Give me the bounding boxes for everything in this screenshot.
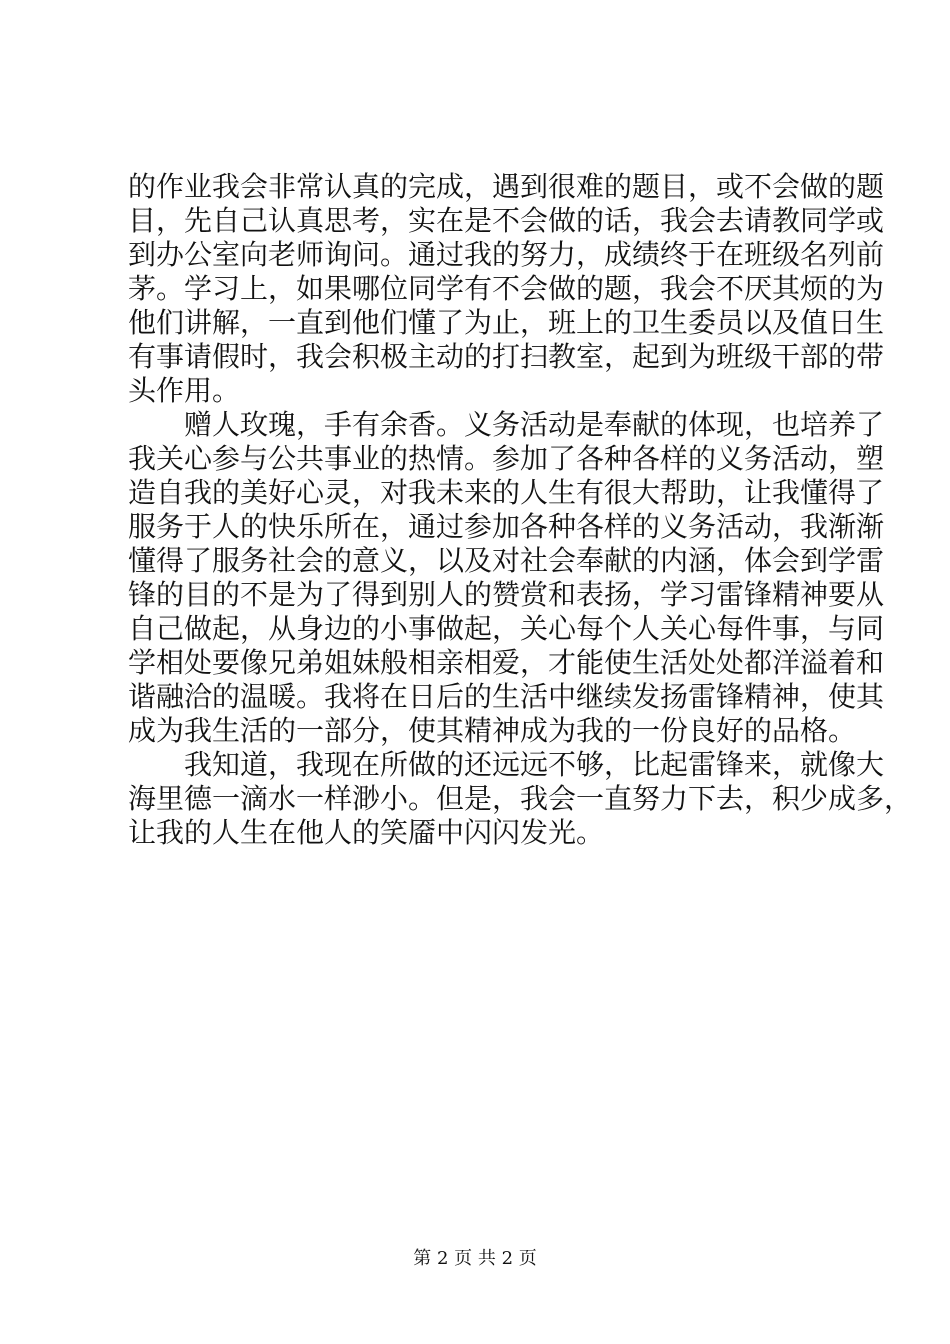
- text-line: 茅。学习上，如果哪位同学有不会做的题，我会不厌其烦的为: [128, 272, 885, 305]
- text-line: 造自我的美好心灵，对我未来的人生有很大帮助，让我懂得了: [128, 476, 885, 509]
- text-line: 头作用。: [128, 374, 241, 407]
- text-line: 我知道，我现在所做的还远远不够，比起雷锋来，就像大: [184, 748, 885, 781]
- text-line: 学相处要像兄弟姐妹般相亲相爱，才能使生活处处都洋溢着和: [128, 646, 885, 679]
- document-body: [128, 170, 913, 850]
- paragraph-2: [128, 408, 885, 748]
- text-line: 他们讲解，一直到他们懂了为止，班上的卫生委员以及值日生: [128, 306, 885, 339]
- page-number-footer: 第 2 页 共 2 页: [413, 1248, 537, 1269]
- text-line: 海里德一滴水一样渺小。但是，我会一直努力下去，积少成多，: [128, 782, 913, 815]
- text-line: 目，先自己认真思考，实在是不会做的话，我会去请教同学或: [128, 204, 885, 237]
- text-line: 服务于人的快乐所在，通过参加各种各样的义务活动，我渐渐: [128, 510, 885, 543]
- text-line: 有事请假时，我会积极主动的打扫教室，起到为班级干部的带: [128, 340, 885, 373]
- text-line: 到办公室向老师询问。通过我的努力，成绩终于在班级名列前: [128, 238, 885, 271]
- text-line: 赠人玫瑰，手有余香。义务活动是奉献的体现，也培养了: [184, 408, 885, 441]
- paragraph-3: [128, 748, 913, 850]
- paragraph-1: [128, 170, 885, 408]
- text-line: 谐融洽的温暖。我将在日后的生活中继续发扬雷锋精神，使其: [128, 680, 885, 713]
- text-line: 自己做起，从身边的小事做起，关心每个人关心每件事，与同: [128, 612, 885, 645]
- text-line: 成为我生活的一部分，使其精神成为我的一份良好的品格。: [128, 714, 857, 747]
- text-line: 懂得了服务社会的意义，以及对社会奉献的内涵，体会到学雷: [128, 544, 885, 577]
- text-line: 让我的人生在他人的笑靥中闪闪发光。: [128, 816, 605, 849]
- text-line: 锋的目的不是为了得到别人的赞赏和表扬，学习雷锋精神要从: [128, 578, 885, 611]
- text-line: 我关心参与公共事业的热情。参加了各种各样的义务活动，塑: [128, 442, 885, 475]
- text-line: 的作业我会非常认真的完成，遇到很难的题目，或不会做的题: [128, 170, 885, 203]
